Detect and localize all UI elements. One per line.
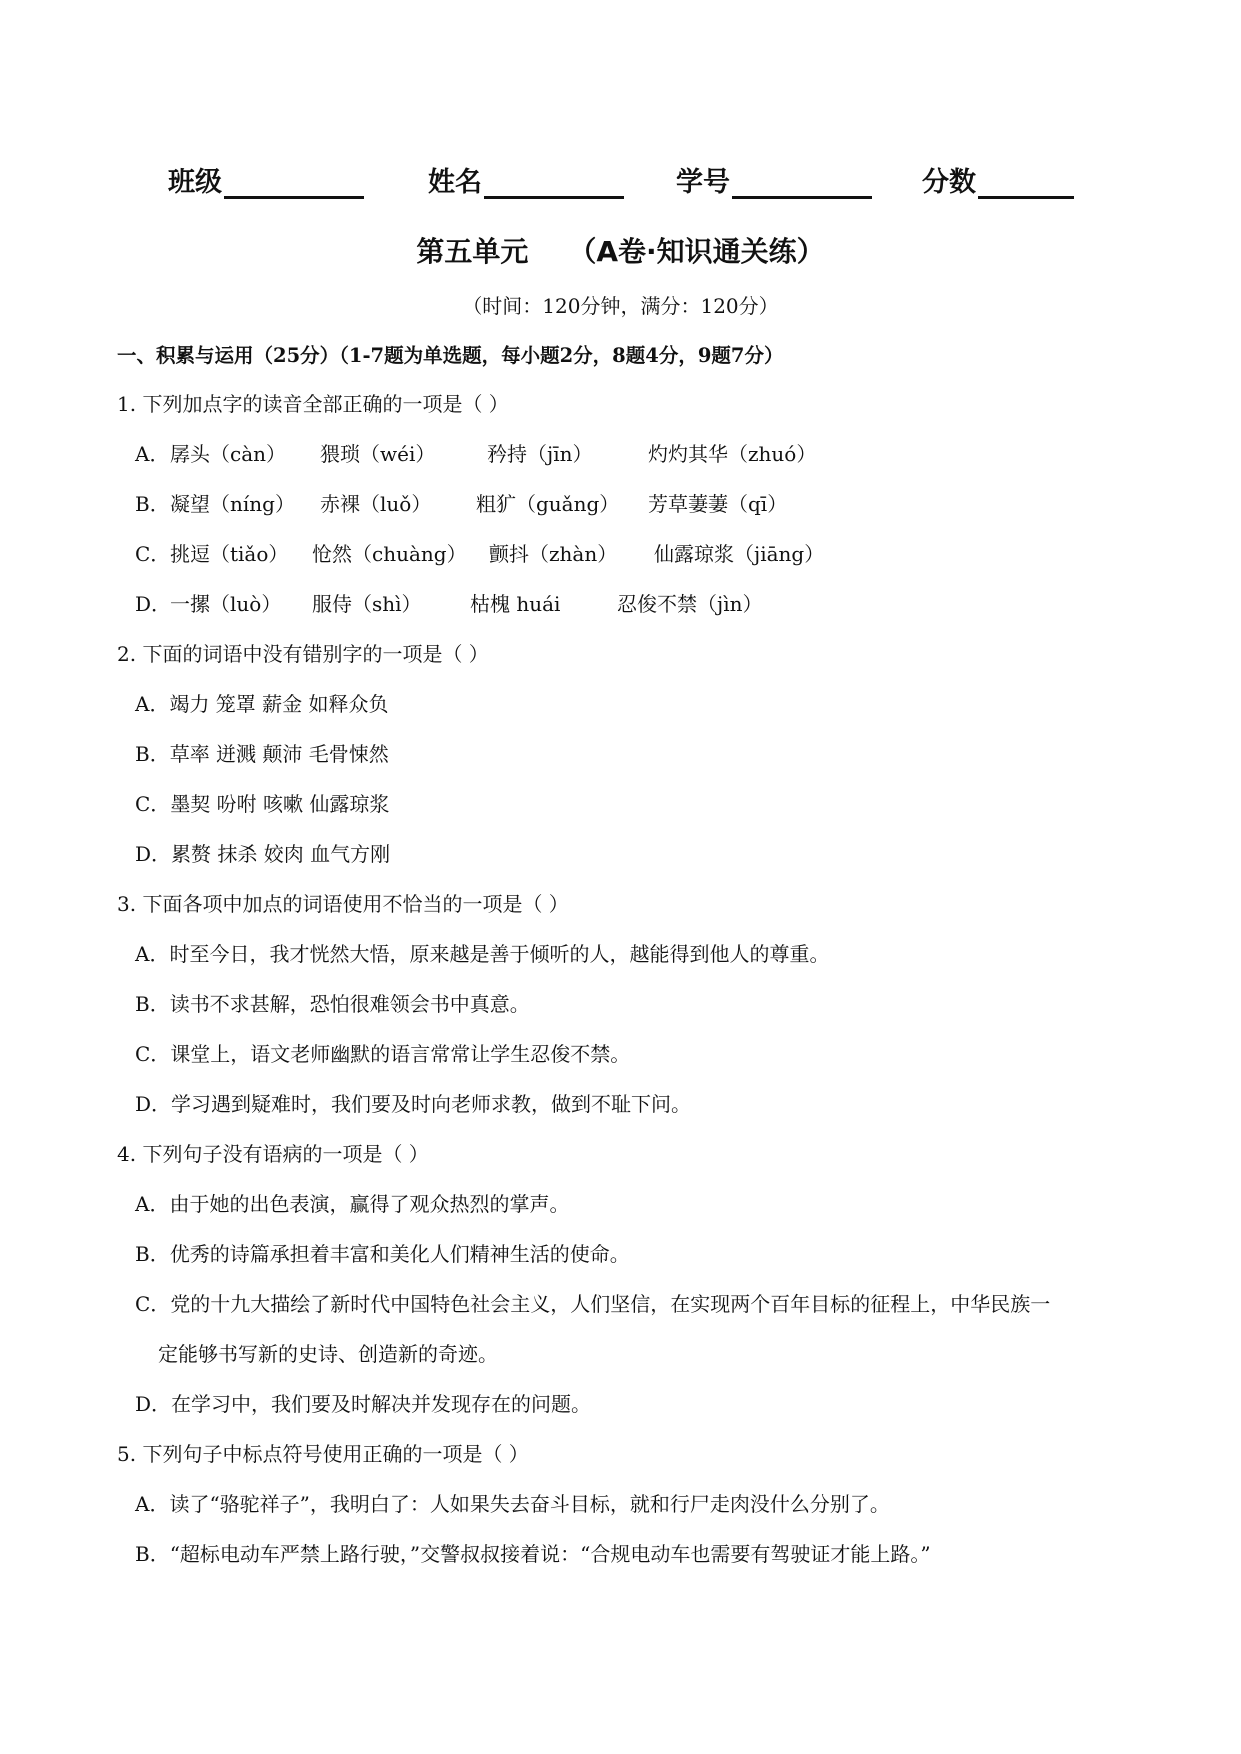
q3-option-b: B．读书不求甚解，恐怕很难领会书中真意。 [135,992,530,1016]
page-title [0,230,1241,270]
score-field[interactable] [922,160,1074,199]
q1-option-a-item-2: 猥琐（wéi） [320,442,436,466]
q2-option-b: B．草率 迸溅 颠沛 毛骨悚然 [135,742,389,766]
q4-option-b: B．优秀的诗篇承担着丰富和美化人们精神生活的使命。 [135,1242,630,1266]
student-info-row [0,160,1241,206]
q1-option-a-item-1: 孱头（càn） [170,442,287,466]
student-number-blank[interactable] [732,164,872,199]
q2-option-d: D．累赘 抹杀 姣肉 血气方刚 [135,842,391,866]
q2-option-a: A．竭力 笼罩 薪金 如释众负 [135,692,389,716]
q3-option-c: C．课堂上，语文老师幽默的语言常常让学生忍俊不禁。 [135,1042,631,1066]
q3-option-a: A．时至今日，我才恍然大悟，原来越是善于倾听的人，越能得到他人的尊重。 [135,942,830,966]
q1-option-d-item-1: 一摞（luò） [170,592,282,616]
student-number-label: 学号 [676,167,730,198]
q1-option-b-item-4: 芳草萋萋（qī） [648,492,788,516]
question-1-stem: 1. 下列加点字的读音全部正确的一项是（ ） [117,392,509,416]
exam-time-info: （时间：120分钟，满分：120分） [462,294,779,318]
q1-option-c-item-3: 颤抖（zhàn） [489,542,618,566]
q1-option-a-item-4: 灼灼其华（zhuó） [648,442,817,466]
q1-option-c-item-4: 仙露琼浆（jiāng） [654,542,825,566]
q1-option-b-item-1: 凝望（níng） [170,492,295,516]
q1-option-b-item-3: 粗犷（guǎng） [476,492,620,516]
question-5-stem: 5. 下列句子中标点符号使用正确的一项是（ ） [117,1442,529,1466]
q5-option-a: A．读了“骆驼祥子”，我明白了：人如果失去奋斗目标，就和行尸走肉没什么分别了。 [135,1492,890,1516]
score-blank[interactable] [978,164,1074,199]
q1-option-d-item-4: 忍俊不禁（jìn） [617,592,763,616]
q1-option-c-item-1: 挑逗（tiǎo） [170,542,289,566]
question-4-stem: 4. 下列句子没有语病的一项是（ ） [117,1142,429,1166]
class-label: 班级 [168,167,222,198]
q1-option-a-label: A． [135,442,170,466]
name-field[interactable] [428,160,624,199]
title-unit: 第五单元 [416,235,529,268]
name-blank[interactable] [484,164,624,199]
q5-option-b: B．“超标电动车严禁上路行驶，”交警叔叔接着说：“合规电动车也需要有驾驶证才能上路。” [135,1542,931,1566]
class-blank[interactable] [224,164,364,199]
q1-option-c-label: C． [135,542,171,566]
q1-option-d-item-2: 服侍（shì） [312,592,422,616]
q3-option-d: D．学习遇到疑难时，我们要及时向老师求教，做到不耻下问。 [135,1092,692,1116]
q1-option-c-item-2: 怆然（chuàng） [312,542,467,566]
section-heading: 一、积累与运用（25分）（1-7题为单选题，每小题2分，8题4分，9题7分） [117,344,784,367]
q4-option-c-continuation: 定能够书写新的史诗、创造新的奇迹。 [158,1342,498,1366]
q1-option-b-label: B． [135,492,170,516]
q4-option-d: D．在学习中，我们要及时解决并发现存在的问题。 [135,1392,592,1416]
q2-option-c: C．墨契 吩咐 咳嗽 仙露琼浆 [135,792,390,816]
class-field[interactable] [168,160,364,199]
q4-option-c: C．党的十九大描绘了新时代中国特色社会主义，人们坚信，在实现两个百年目标的征程上，中华民族一 [135,1292,1051,1316]
score-label: 分数 [922,167,976,198]
question-3-stem: 3. 下面各项中加点的词语使用不恰当的一项是（ ） [117,892,569,916]
student-number-field[interactable] [676,160,872,199]
q1-option-b-item-2: 赤裸（luǒ） [320,492,432,516]
q4-option-a: A．由于她的出色表演，赢得了观众热烈的掌声。 [135,1192,570,1216]
question-2-stem: 2. 下面的词语中没有错别字的一项是（ ） [117,642,489,666]
title-volume: （A卷·知识通关练） [568,235,825,268]
name-label: 姓名 [428,167,482,198]
q1-option-d-item-3: 枯槐 huái [470,592,561,616]
q1-option-a-item-3: 矜持（jīn） [487,442,593,466]
q1-option-d-label: D． [135,592,172,616]
